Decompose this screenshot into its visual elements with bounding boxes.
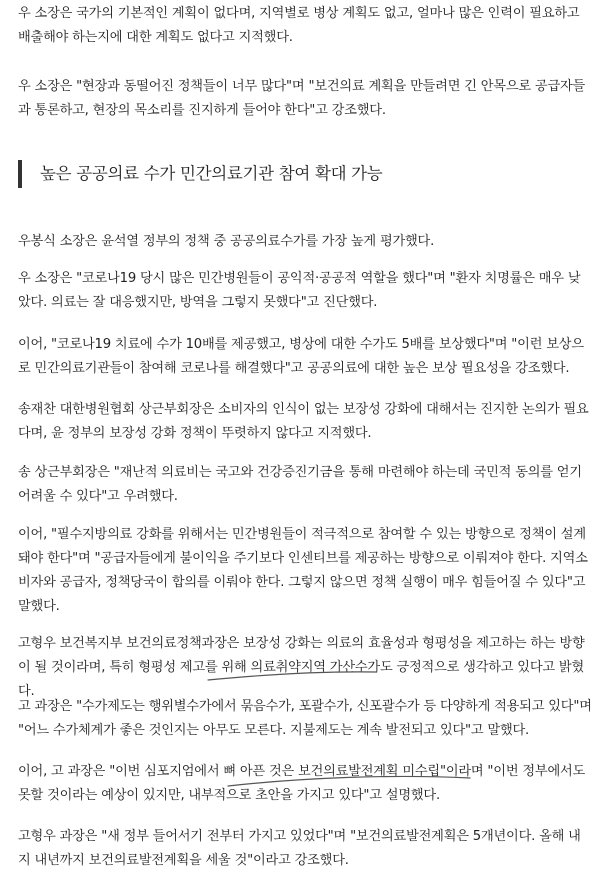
- paragraph-2: 우 소장은 "현장과 동떨어진 정책들이 너무 많다"며 "보건의료 계획을 만들려면 긴 안목으로 공급자들과 통론하고, 현장의 목소리를 진지하게 들어야 한다"고 강조했다.: [18, 79, 586, 118]
- section-heading-text: 높은 공공의료 수가 민간의료기관 참여 확대 가능: [40, 164, 383, 183]
- paragraph-7: 송 상근부회장은 "재난적 의료비는 국고와 건강증진기금을 통해 마련해야 하는데 국민적 동의를 얻기 어려울 수 있다"고 우려했다.: [18, 465, 582, 504]
- paragraph-5: 이어, "코로나19 치료에 수가 10배를 제공했고, 병상에 대한 수가도 5배를 보상했다"며 "이런 보상으로 민간의료기관들이 참여해 코로나를 해결했다"고 공공의료에 대한 높은 보상 필요성을 강조했다.: [18, 337, 584, 376]
- paragraph-8: 이어, "필수지방의료 강화를 위해서는 민간병원들이 적극적으로 참여할 수 있는 방향으로 정책이 설계돼야 한다"며 "공급자들에게 불이익을 주기보다 인센티브를 제공하는 방향으로 이뤄져야 한다. 지역소비자와 공급자, 정책당국이 합의를 이뤄야 한다. 그렇지 않으면 정책 실행이 매우 힘들어질 수 있다"고 말했다.: [18, 527, 588, 614]
- paragraph-6: 송재찬 대한병원협회 상근부회장은 소비자의 인식이 없는 보장성 강화에 대해서는 진지한 논의가 필요다며, 윤 정부의 보장성 강화 정책이 뚜렷하지 않다고 지적했다.: [18, 402, 589, 441]
- paragraph-1: 우 소장은 국가의 기본적인 계획이 없다며, 지역별로 병상 계획도 없고, 얼마나 많은 인력이 필요하고 배출해야 하는지에 대한 계획도 없다고 지적했다.: [18, 6, 580, 45]
- paragraph-9: 고형우 보건복지부 보건의료정책과장은 보장성 강화는 의료의 효율성과 형평성을 제고하는 하는 방향이 될 것이라며, 특히 형평성 제고를 위해 의료취약지역 가산수가도 긍정적으로 생각하고 있다고 밝혔다.: [18, 636, 585, 699]
- paragraph-12: 고형우 과장은 "새 정부 들어서기 전부터 가지고 있었다"며 "보건의료발전계획은 5개년이다. 올해 내지 내년까지 보건의료발전계획을 세울 것"이라고 강조했다.: [18, 829, 581, 868]
- paragraph-11: 이어, 고 과장은 "이번 심포지엄에서 뼈 아픈 것은 보건의료발전계획 미수립"이라며 "이번 정부에서도 못할 것이라는 예상이 있지만, 내부적으로 초안을 가지고 있다"고 설명했다.: [18, 764, 586, 803]
- heading-bar-decoration: [18, 160, 22, 188]
- paragraph-4: 우 소장은 "코로나19 당시 많은 민간병원들이 공익적·공공적 역할을 했다"며 "환자 치명률은 매우 낮았다. 의료는 잘 대응했지만, 방역을 그렇지 못했다"고 진단했다.: [18, 271, 581, 310]
- paragraph-3: 우봉식 소장은 윤석열 정부의 정책 중 공공의료수가를 가장 높게 평가했다.: [18, 234, 435, 249]
- paragraph-10: 고 과장은 "수가제도는 행위별수가에서 묶음수가, 포괄수가, 신포괄수가 등 다양하게 적용되고 있다"며 "어느 수가체계가 좋은 것인지는 아무도 모른다. 지불제도는 계속 발전되고 있다"고 말했다.: [18, 699, 592, 738]
- section-heading: [18, 158, 578, 190]
